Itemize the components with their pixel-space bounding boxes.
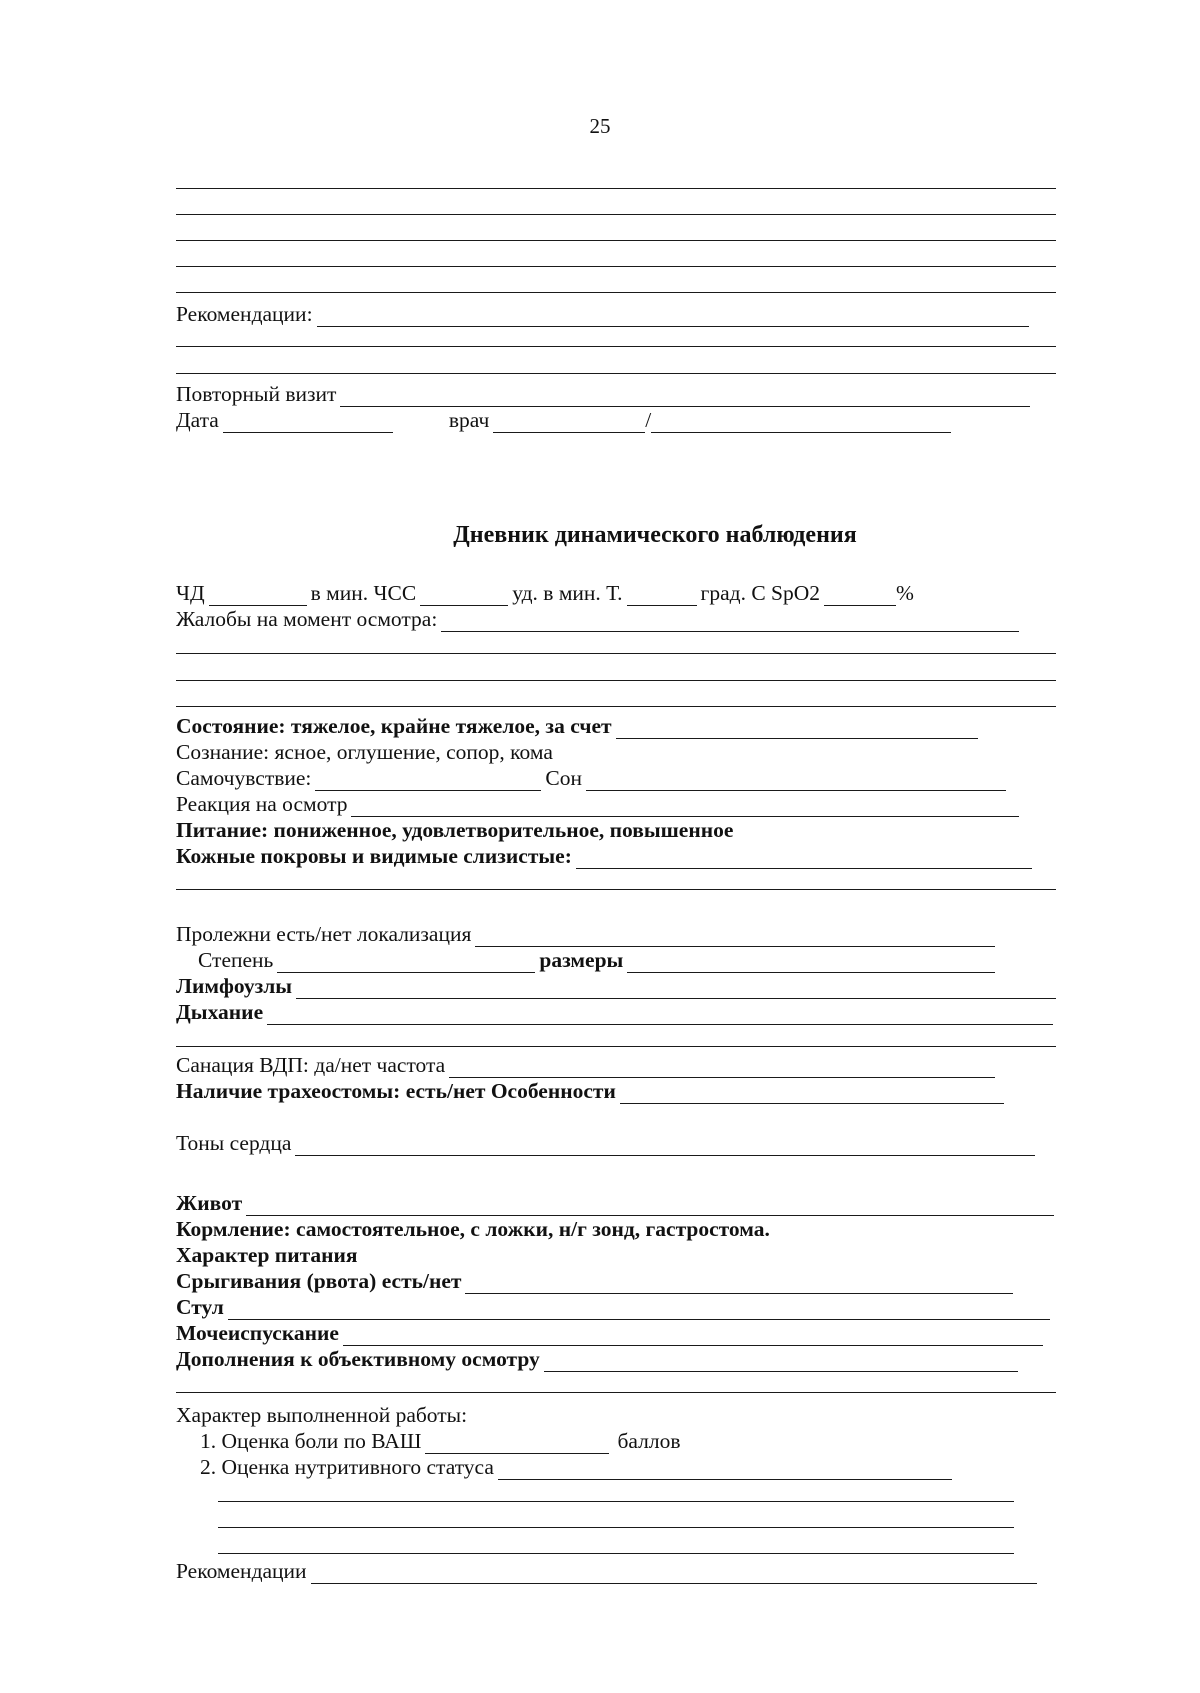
nutrition-row bbox=[176, 817, 733, 843]
consciousness-label: Сознание: ясное, оглушение, сопор, кома bbox=[176, 740, 553, 764]
repeat-visit-label: Повторный визит bbox=[176, 382, 337, 406]
blank-line bbox=[218, 1553, 1014, 1554]
food-character-row bbox=[176, 1242, 358, 1268]
heart-row bbox=[176, 1130, 1039, 1156]
abdomen-label: Живот bbox=[176, 1191, 243, 1215]
item2-row bbox=[200, 1454, 956, 1480]
skin-row bbox=[176, 843, 1036, 869]
regurgitation-label: Срыгивания (рвота) есть/нет bbox=[176, 1269, 462, 1293]
reaction-field[interactable] bbox=[351, 798, 1019, 817]
abdomen-row bbox=[176, 1190, 1058, 1216]
item1-row bbox=[200, 1428, 681, 1454]
vitals-row bbox=[176, 580, 914, 606]
stool-field[interactable] bbox=[228, 1301, 1050, 1320]
feeding-row bbox=[176, 1216, 770, 1242]
consciousness-row bbox=[176, 739, 553, 765]
repeat-visit-row bbox=[176, 381, 1034, 407]
blank-line bbox=[218, 1527, 1014, 1528]
final-recommendations-field[interactable] bbox=[311, 1565, 1037, 1584]
blank-line bbox=[176, 188, 1056, 189]
feeding-label: Кормление: самостоятельное, с ложки, н/г зонд, гастростома. bbox=[176, 1217, 770, 1241]
complaints-label: Жалобы на момент осмотра: bbox=[176, 607, 438, 631]
date-field[interactable] bbox=[223, 414, 393, 433]
spo2-unit: % bbox=[896, 581, 914, 605]
temp-field[interactable] bbox=[627, 587, 697, 606]
item1-unit: баллов bbox=[617, 1429, 681, 1453]
urination-label: Мочеиспускание bbox=[176, 1321, 339, 1345]
blank-line bbox=[218, 1501, 1014, 1502]
nutrition-status-field[interactable] bbox=[498, 1461, 952, 1480]
additions-row bbox=[176, 1346, 1022, 1372]
tracheostomy-row bbox=[176, 1078, 1008, 1104]
slash: / bbox=[645, 408, 652, 432]
breathing-field[interactable] bbox=[267, 1006, 1053, 1025]
sanitation-row bbox=[176, 1052, 999, 1078]
additions-label: Дополнения к объективному осмотру bbox=[176, 1347, 540, 1371]
wellbeing-field[interactable] bbox=[315, 772, 541, 791]
rr-label: ЧД bbox=[176, 581, 205, 605]
date-doctor-row bbox=[176, 407, 955, 433]
skin-field[interactable] bbox=[576, 850, 1032, 869]
doctor-name-field[interactable] bbox=[493, 414, 645, 433]
condition-row bbox=[176, 713, 982, 739]
recommendations-row bbox=[176, 301, 1033, 327]
lymph-label: Лимфоузлы bbox=[176, 974, 293, 998]
degree-field[interactable] bbox=[277, 954, 535, 973]
nutrition-label: Питание: пониженное, удовлетворительное, повышенное bbox=[176, 818, 734, 842]
urination-field[interactable] bbox=[343, 1327, 1043, 1346]
work-label: Характер выполненной работы: bbox=[176, 1403, 468, 1427]
degree-label: Степень bbox=[198, 948, 274, 972]
rr-unit: в мин. ЧСС bbox=[310, 581, 417, 605]
blank-line bbox=[176, 346, 1056, 347]
blank-line bbox=[176, 266, 1056, 267]
bedsores-field[interactable] bbox=[475, 928, 995, 947]
hr-field[interactable] bbox=[420, 587, 508, 606]
additions-field[interactable] bbox=[544, 1353, 1018, 1372]
regurgitation-row bbox=[176, 1268, 1017, 1294]
page-number: 25 bbox=[589, 114, 611, 138]
sleep-label: Сон bbox=[545, 766, 582, 790]
condition-label: Состояние: тяжелое, крайне тяжелое, за счет bbox=[176, 714, 612, 738]
reaction-label: Реакция на осмотр bbox=[176, 792, 348, 816]
blank-line bbox=[176, 214, 1056, 215]
diary-title: Дневник динамического наблюдения bbox=[453, 522, 857, 548]
wellbeing-row bbox=[176, 765, 1010, 791]
condition-field[interactable] bbox=[616, 720, 978, 739]
tracheostomy-label: Наличие трахеостомы: есть/нет Особенности bbox=[176, 1079, 616, 1103]
work-row bbox=[176, 1402, 467, 1428]
blank-line bbox=[176, 889, 1056, 890]
skin-label: Кожные покровы и видимые слизистые: bbox=[176, 844, 572, 868]
tracheostomy-field[interactable] bbox=[620, 1085, 1004, 1104]
hr-unit: уд. в мин. Т. bbox=[512, 581, 623, 605]
doctor-label: врач bbox=[448, 408, 490, 432]
regurgitation-field[interactable] bbox=[465, 1275, 1013, 1294]
urination-row bbox=[176, 1320, 1047, 1346]
size-label: размеры bbox=[539, 948, 624, 972]
blank-line bbox=[176, 240, 1056, 241]
sanitation-label: Санация ВДП: да/нет частота bbox=[176, 1053, 446, 1077]
final-recommendations-label: Рекомендации bbox=[176, 1559, 307, 1583]
heart-field[interactable] bbox=[295, 1137, 1035, 1156]
pain-score-field[interactable] bbox=[425, 1435, 609, 1454]
date-label: Дата bbox=[176, 408, 219, 432]
blank-line bbox=[176, 373, 1056, 374]
bedsores-label: Пролежни есть/нет локализация bbox=[176, 922, 472, 946]
complaints-row bbox=[176, 606, 1023, 632]
sleep-field[interactable] bbox=[586, 772, 1006, 791]
blank-line bbox=[176, 680, 1056, 681]
doctor-signature-field[interactable] bbox=[651, 414, 951, 433]
wellbeing-label: Самочувствие: bbox=[176, 766, 312, 790]
item1-label: 1. Оценка боли по ВАШ bbox=[200, 1429, 422, 1453]
breathing-label: Дыхание bbox=[176, 1000, 264, 1024]
food-character-label: Характер питания bbox=[176, 1243, 358, 1267]
degree-row bbox=[198, 947, 999, 973]
stool-label: Стул bbox=[176, 1295, 224, 1319]
stool-row bbox=[176, 1294, 1054, 1320]
item2-label: 2. Оценка нутритивного статуса bbox=[200, 1455, 494, 1479]
breathing-row bbox=[176, 999, 1057, 1025]
complaints-field[interactable] bbox=[441, 613, 1019, 632]
final-recommendations-row bbox=[176, 1558, 1041, 1584]
heart-label: Тоны сердца bbox=[176, 1131, 292, 1155]
recommendations-field[interactable] bbox=[317, 308, 1029, 327]
blank-line bbox=[176, 1392, 1056, 1393]
repeat-visit-field[interactable] bbox=[340, 388, 1030, 407]
blank-line bbox=[176, 1046, 1056, 1047]
lymph-field[interactable] bbox=[296, 980, 1056, 999]
reaction-row bbox=[176, 791, 1023, 817]
blank-line bbox=[176, 706, 1056, 707]
sanitation-field[interactable] bbox=[449, 1059, 995, 1078]
spo2-field[interactable] bbox=[824, 587, 896, 606]
recommendations-label: Рекомендации: bbox=[176, 302, 313, 326]
temp-unit: град. С SpO2 bbox=[700, 581, 821, 605]
blank-line bbox=[176, 653, 1056, 654]
lymph-row bbox=[176, 973, 1060, 999]
blank-line bbox=[176, 292, 1056, 293]
bedsores-row bbox=[176, 921, 999, 947]
rr-field[interactable] bbox=[209, 587, 307, 606]
size-field[interactable] bbox=[627, 954, 995, 973]
abdomen-field[interactable] bbox=[246, 1197, 1054, 1216]
